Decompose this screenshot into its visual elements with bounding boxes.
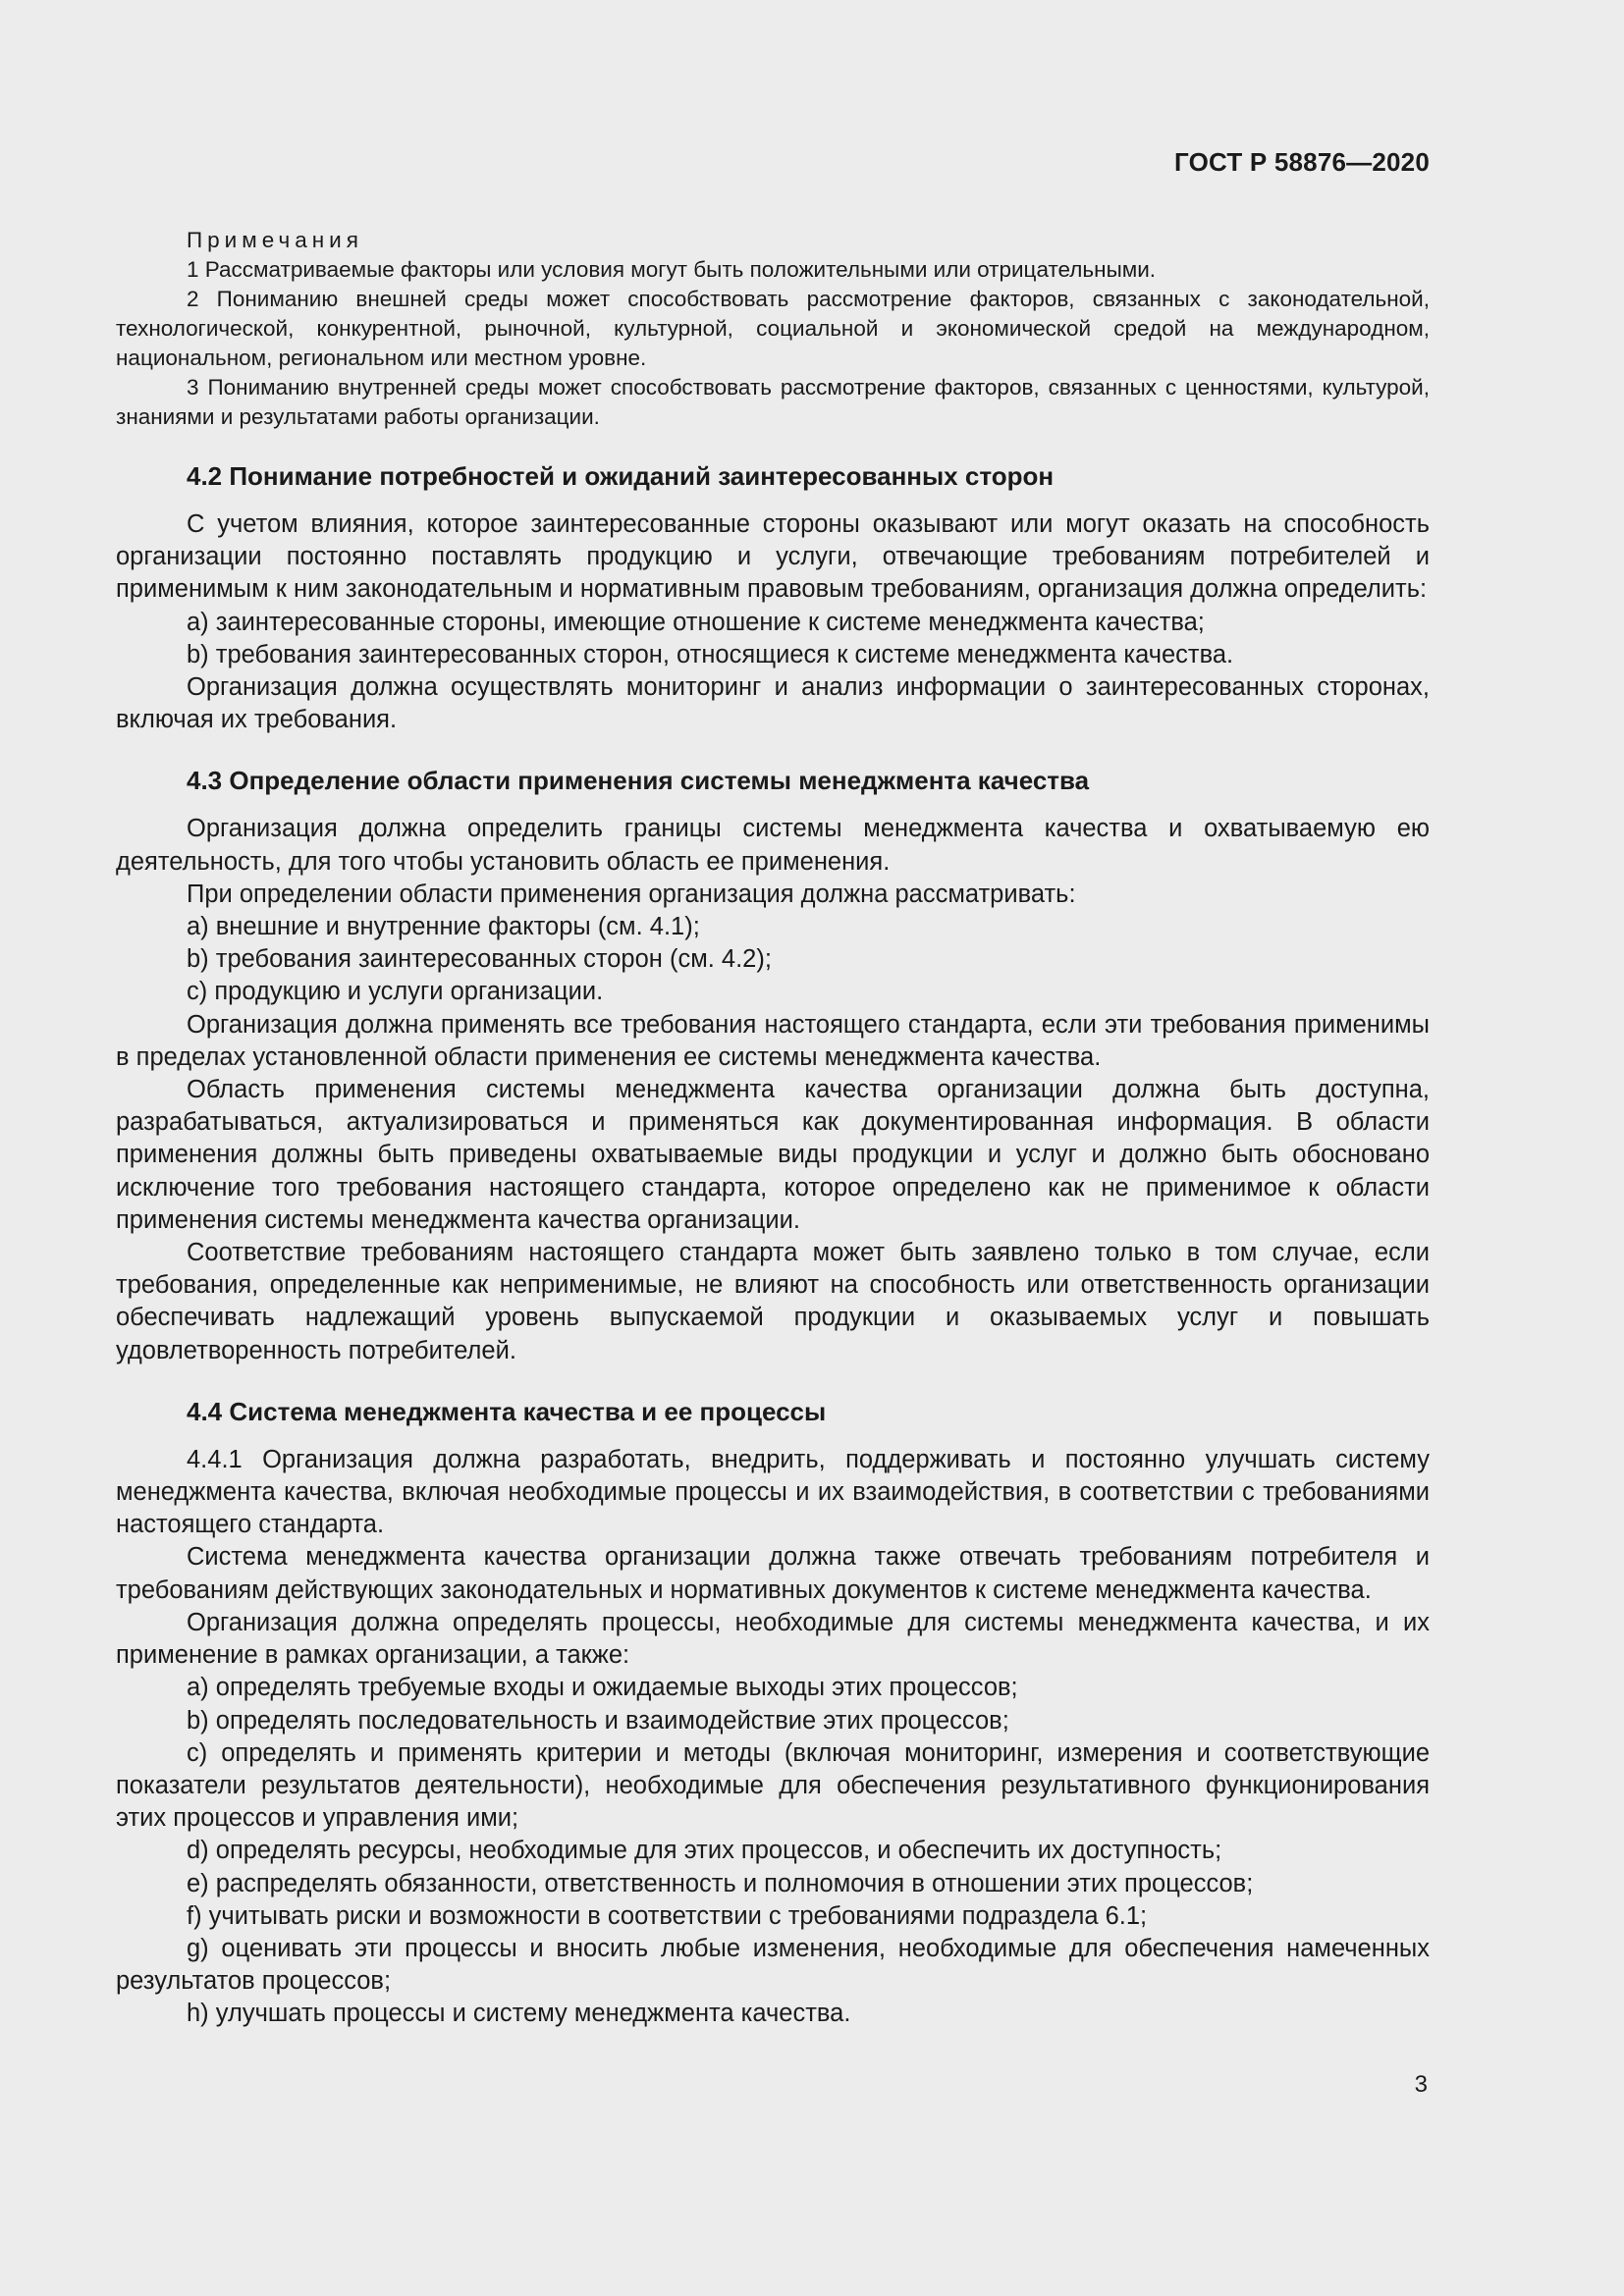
list-item: b) требования заинтересованных сторон (см. 4.2); (187, 945, 772, 974)
paragraph: При определении области применения организация должна рассматривать: (187, 880, 1076, 908)
list-item: a) определять требуемые входы и ожидаемые выходы этих процессов; (187, 1674, 1018, 1702)
document-code-header: ГОСТ Р 58876—2020 (1174, 147, 1430, 177)
notes-block (116, 226, 1430, 432)
paragraph: Организация должна определять процессы, необходимые для системы менеджмента качества, и их применение в рамках организации, а также: (116, 1608, 1430, 1670)
section-heading: 4.2 Понимание потребностей и ожиданий заинтересованных сторон (187, 461, 1055, 491)
list-item: c) продукцию и услуги организации. (187, 978, 604, 1006)
list-item: b) определять последовательность и взаимодействие этих процессов; (187, 1706, 1009, 1735)
list-item: f) учитывать риски и возможности в соответствии с требованиями подраздела 6.1; (187, 1901, 1148, 1930)
list-item: c) определять и применять критерии и методы (включая мониторинг, измерения и соответствующие показатели результатов деятельности), необходимые для обеспечения результативного функционирования этих процессов и управления ими; (116, 1738, 1430, 1833)
note-item: 2 Пониманию внешней среды может способствовать рассмотрение факторов, связанных с законодательной, технологической, конкурентной, рыночной, культурной, социальной и экономической средой на международном, национальном, региональном или местном уровне. (116, 287, 1430, 370)
section-heading: 4.3 Определение области применения системы менеджмента качества (187, 766, 1090, 796)
list-item: g) оценивать эти процессы и вносить любые изменения, необходимые для обеспечения намеченных результатов процессов; (116, 1934, 1430, 1996)
section-4-2 (116, 459, 1430, 736)
list-item: a) заинтересованные стороны, имеющие отношение к системе менеджмента качества; (187, 608, 1205, 636)
list-item: e) распределять обязанности, ответственность и полномочия в отношении этих процессов; (187, 1869, 1254, 1897)
paragraph: Область применения системы менеджмента качества организации должна быть доступна, разрабатываться, актуализироваться и применяться как документированная информация. В области применения должны быть приведены охватываемые виды продукции и услуг и должно быть обосновано исключение того требования настоящего стандарта, которое определено как не применимое к области применения системы менеджмента качества организации. (116, 1076, 1430, 1234)
note-item: 1 Рассматриваемые факторы или условия могут быть положительными или отрицательными. (187, 257, 1157, 282)
note-item: 3 Пониманию внутренней среды может способствовать рассмотрение факторов, связанных с ценностями, культурой, знаниями и результатами работы организации. (116, 375, 1430, 429)
section-4-3 (116, 764, 1430, 1366)
page-number: 3 (1414, 2071, 1428, 2098)
list-item: a) внешние и внутренние факторы (см. 4.1); (187, 913, 700, 941)
paragraph: 4.4.1 Организация должна разработать, внедрить, поддерживать и постоянно улучшать систему менеджмента качества, включая необходимые процессы и их взаимодействия, в соответствии с требованиями настоящего стандарта. (116, 1445, 1430, 1539)
section-heading: 4.4 Система менеджмента качества и ее процессы (187, 1396, 827, 1426)
paragraph: Система менеджмента качества организации должна также отвечать требованиям потребителя и требованиям действующих законодательных и нормативных документов к системе менеджмента качества. (116, 1543, 1430, 1604)
section-4-4 (116, 1395, 1430, 2031)
paragraph: Организация должна применять все требования настоящего стандарта, если эти требования применимы в пределах установленной области применения ее системы менеджмента качества. (116, 1010, 1430, 1071)
paragraph: Организация должна определить границы системы менеджмента качества и охватываемую ею деятельность, для того чтобы установить область ее применения. (116, 815, 1430, 876)
paragraph: Организация должна осуществлять мониторинг и анализ информации о заинтересованных сторонах, включая их требования. (116, 673, 1430, 734)
list-item: h) улучшать процессы и систему менеджмента качества. (187, 2000, 851, 2028)
paragraph: С учетом влияния, которое заинтересованные стороны оказывают или могут оказать на способность организации постоянно поставлять продукцию и услуги, отвечающие требованиям потребителей и применимым к ним законодательным и нормативным правовым требованиям, организация должна определить: (116, 510, 1430, 604)
list-item: b) требования заинтересованных сторон, относящиеся к системе менеджмента качества. (187, 640, 1234, 668)
page-content (116, 226, 1430, 2031)
list-item: d) определять ресурсы, необходимые для этих процессов, и обеспечить их доступность; (187, 1837, 1222, 1865)
notes-title: Примечания (187, 228, 363, 252)
paragraph: Соответствие требованиям настоящего стандарта может быть заявлено только в том случае, если требования, определенные как неприменимые, не влияют на способность или ответственность организации обеспечивать надлежащий уровень выпускаемой продукции и оказываемых услуг и повышать удовлетворенность потребителей. (116, 1239, 1430, 1364)
